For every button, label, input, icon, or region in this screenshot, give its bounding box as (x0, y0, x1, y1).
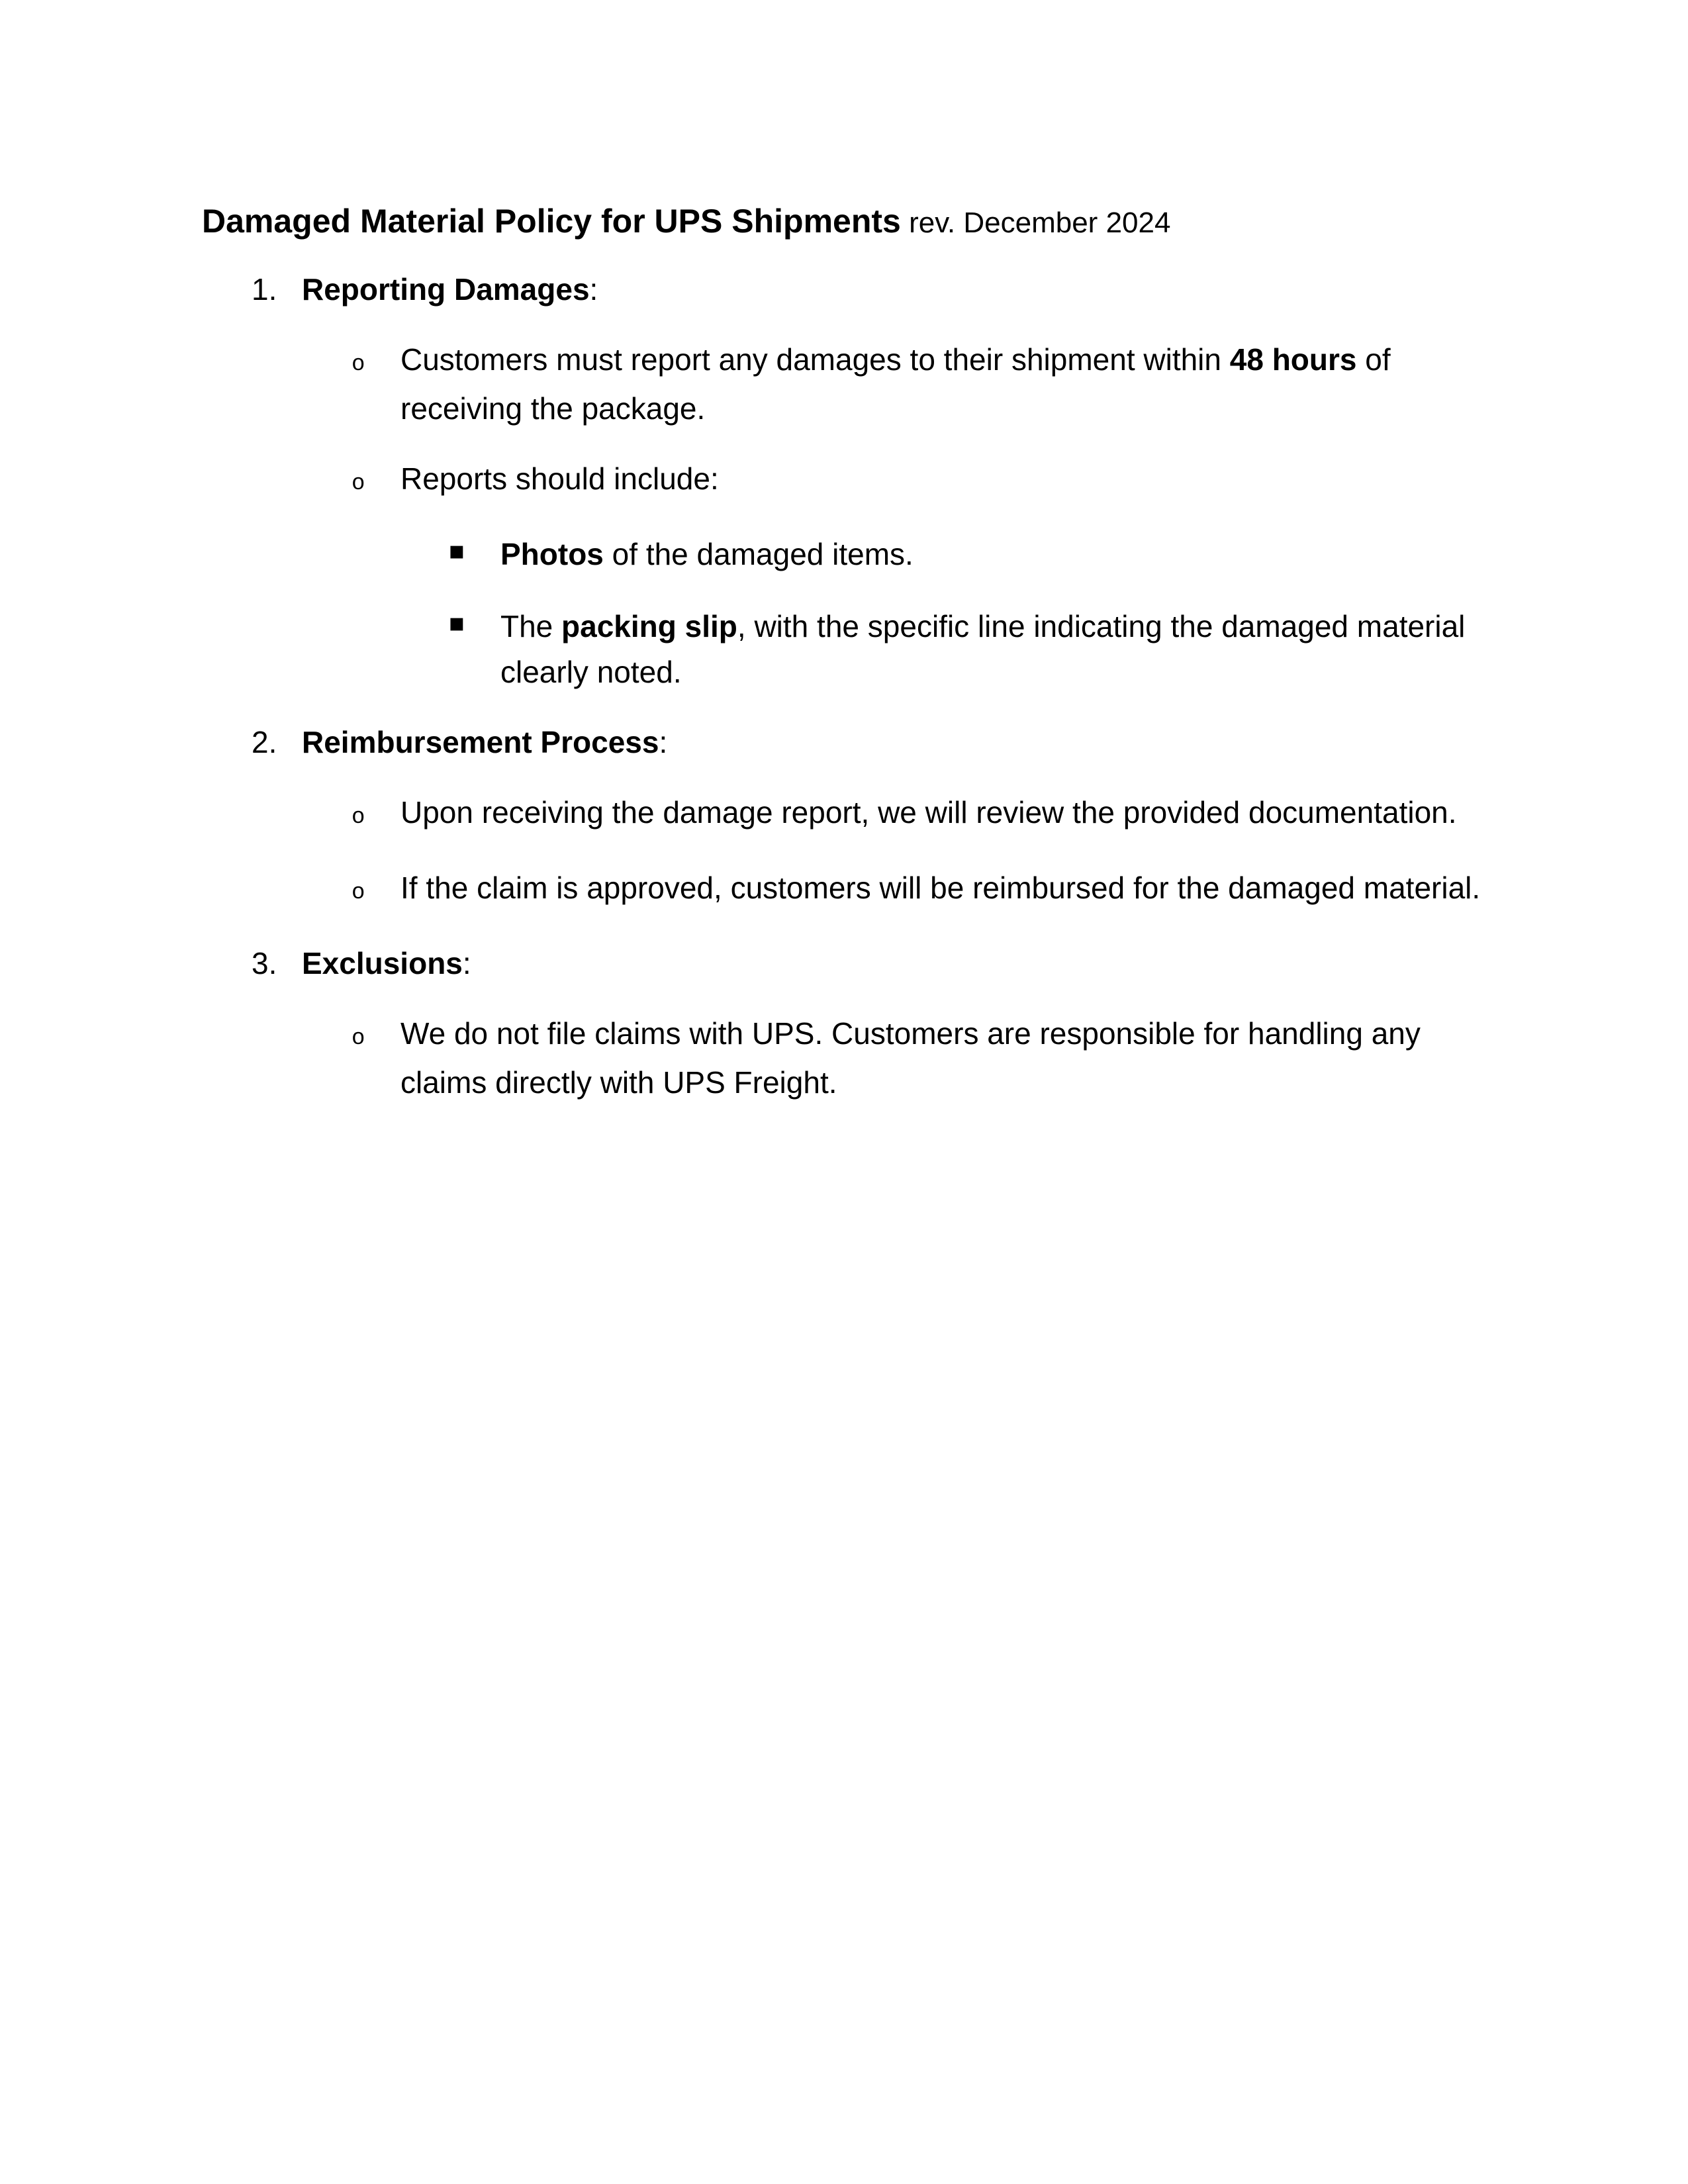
bullet-text-segment: We do not file claims with UPS. Customers are responsible for handling any claims directly with UPS Freight. (400, 1016, 1421, 1100)
list-heading-label: Reporting Damages (302, 272, 590, 307)
document-revision-label: rev. December 2024 (900, 207, 1171, 239)
list-item-2-heading (0, 720, 1688, 764)
bullet-text-segment: Reports should include: (400, 461, 719, 496)
square-bullet-marker: ▪ (448, 608, 465, 637)
bullet-text-segment: Customers must report any damages to their shipment within (400, 342, 1230, 377)
bullet-text-segment: If the claim is approved, customers will be reimbursed for the damaged material. (400, 871, 1481, 905)
circle-bullet-marker: o (352, 805, 365, 830)
list-heading-colon: : (589, 272, 598, 307)
list-item-3-heading (0, 941, 1688, 985)
bullet-text-segment-bold: 48 hours (1229, 342, 1357, 377)
list-number: 1. (252, 272, 277, 307)
list-number: 2. (252, 725, 277, 759)
bullet-text-segment-bold: Photos (500, 537, 604, 571)
list-number: 3. (252, 946, 277, 980)
square-bullet-marker: ▪ (448, 536, 465, 565)
bullet-text-segment: of receiving the package. (400, 342, 1391, 426)
circle-bullet-marker: o (352, 880, 365, 906)
bullet-text-segment: Upon receiving the damage report, we will review the provided documentation. (400, 795, 1457, 830)
bullet-item (0, 338, 1688, 430)
bullet-item (0, 457, 1688, 506)
bullet-item (0, 1012, 1688, 1104)
sub-bullet-item (0, 604, 1688, 694)
list-item-1-heading (0, 267, 1688, 311)
circle-bullet-marker: o (352, 352, 365, 377)
list-heading-colon: : (462, 946, 471, 980)
circle-bullet-marker: o (352, 1026, 365, 1051)
document-title (0, 198, 1688, 246)
bullet-text-segment-bold: packing slip (561, 609, 737, 643)
list-heading-colon: : (659, 725, 668, 759)
circle-bullet-marker: o (352, 471, 365, 497)
bullet-item (0, 866, 1688, 915)
bullet-text-segment: of the damaged items. (603, 537, 914, 571)
bullet-text-segment: The (500, 609, 562, 643)
bullet-text-segment: , with the specific line indicating the damaged material clearly noted. (500, 609, 1466, 689)
sub-bullet-item (0, 532, 1688, 578)
list-heading-label: Reimbursement Process (302, 725, 659, 759)
list-heading-label: Exclusions (302, 946, 463, 980)
bullet-item (0, 790, 1688, 839)
document-title-text: Damaged Material Policy for UPS Shipments (202, 203, 901, 240)
